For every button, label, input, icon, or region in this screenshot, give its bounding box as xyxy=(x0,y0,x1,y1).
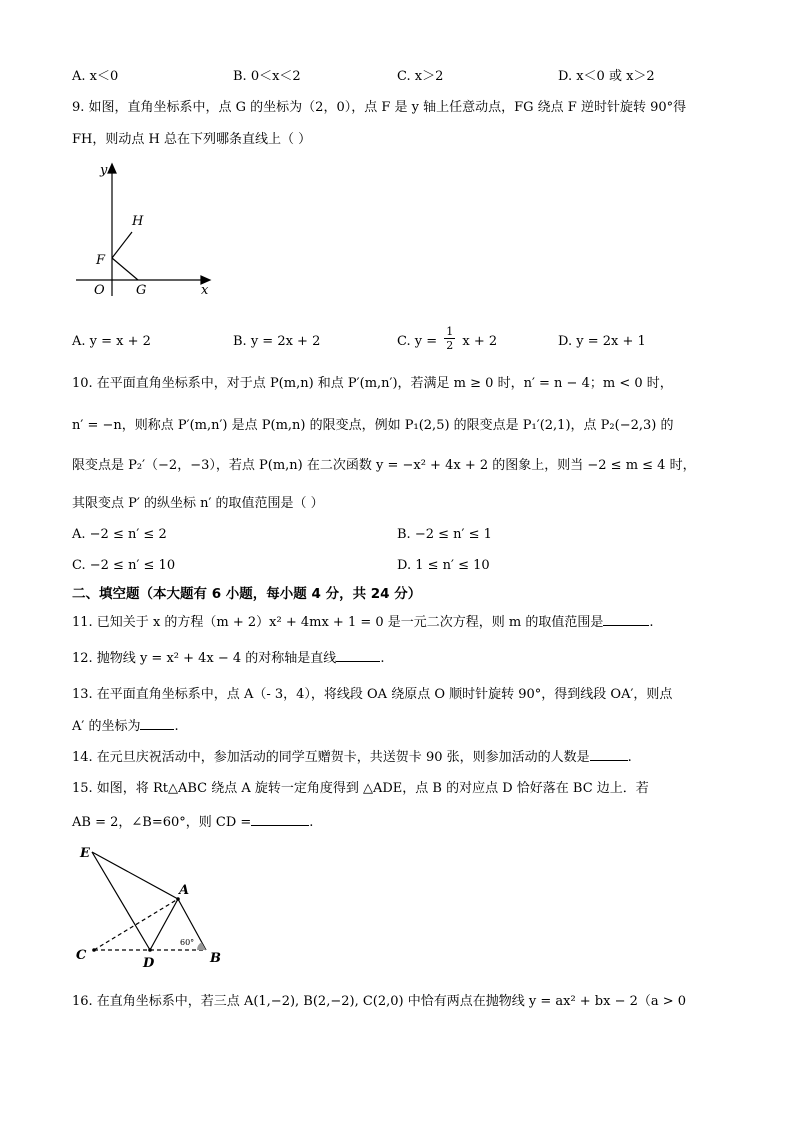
q15-label-a: A xyxy=(179,883,190,898)
q13-answer-blank xyxy=(140,717,174,730)
q9-option-c-suffix: x + 2 xyxy=(462,334,498,349)
q9-label-f: F xyxy=(96,253,106,268)
q13-line2 xyxy=(72,717,179,736)
q10-option-a: A. −2 ≤ n′ ≤ 2 xyxy=(72,527,167,542)
q10-stem-line3: 限变点是 P₂′（−2，−3），若点 P(m,n) 在二次函数 y = −x² + 4x + 2 的图象上，则当 −2 ≤ m ≤ 4 时， xyxy=(72,458,696,473)
q15-label-b: B xyxy=(210,951,221,966)
q9-stem-line1: 9. 如图，直角坐标系中，点 G 的坐标为（2，0），点 F 是 y 轴上任意动点，FG 绕点 F 逆时针旋转 90°得 xyxy=(72,100,687,115)
q15-end: . xyxy=(309,815,314,830)
q15-point-d xyxy=(148,948,152,952)
q8-option-a: A. x＜0 xyxy=(72,69,119,84)
q16-stem-line1: 16. 在直角坐标系中，若三点 A(1,−2), B(2,−2), C(2,0) 中恰有两点在抛物线 y = ax² + bx − 2（a > 0 xyxy=(72,994,687,1009)
q14-end: . xyxy=(627,750,632,765)
q8-option-c: C. x＞2 xyxy=(397,69,444,84)
q9-option-c-numerator: 1 xyxy=(446,325,454,338)
q15-label-c: C xyxy=(76,948,87,963)
q12-stem: 12. 抛物线 y = x² + 4x − 4 的对称轴是直线 xyxy=(72,651,337,666)
q9-option-a: A. y = x + 2 xyxy=(72,334,151,349)
q9-y-axis-arrow xyxy=(108,164,116,173)
q12 xyxy=(72,649,384,668)
q9-segment-fh xyxy=(112,232,132,258)
q15-segment-ed xyxy=(92,852,150,950)
q15-segment-ea xyxy=(92,852,178,899)
q15-label-e: E xyxy=(80,846,90,861)
q9-segment-fg xyxy=(112,258,138,280)
q9-option-d: D. y = 2x + 1 xyxy=(558,334,646,349)
q15-segment-ce-dashed xyxy=(94,899,178,950)
q9-stem-line2: FH，则动点 H 总在下列哪条直线上（ ） xyxy=(72,132,312,147)
q15-point-c xyxy=(92,948,96,952)
section-heading-fill-in: 二、填空题（本大题有 6 小题，每小题 4 分，共 24 分） xyxy=(72,586,422,602)
q15-figure xyxy=(72,838,232,973)
q13-stem-line2: A′ 的坐标为 xyxy=(72,719,141,734)
q9-option-b: B. y = 2x + 2 xyxy=(233,334,321,349)
q8-option-b: B. 0＜x＜2 xyxy=(233,69,301,84)
q15-label-d: D xyxy=(143,956,155,971)
q10-option-d: D. 1 ≤ n′ ≤ 10 xyxy=(397,558,490,573)
q15-angle-b-mark xyxy=(197,942,206,950)
q11-end: . xyxy=(649,615,654,630)
q9-option-c-fraction xyxy=(444,325,455,352)
q10-option-c: C. −2 ≤ n′ ≤ 10 xyxy=(72,558,176,573)
q14 xyxy=(72,748,632,767)
q15-stem-line1: 15. 如图，将 Rt△ABC 绕点 A 旋转一定角度得到 △ADE，点 B 的对应点 D 恰好落在 BC 边上．若 xyxy=(72,781,649,796)
q10-stem-line2: n′ = −n，则称点 P′(m,n′) 是点 P(m,n) 的限变点，例如 P₁(2,5) 的限变点是 P₁′(2,1)，点 P₂(−2,3) 的 xyxy=(72,418,674,433)
q15-line2 xyxy=(72,813,313,832)
q11-stem: 11. 已知关于 x 的方程（m + 2）x² + 4mx + 1 = 0 是一元二次方程，则 m 的取值范围是 xyxy=(72,615,604,630)
q15-answer-blank xyxy=(251,813,309,826)
q14-stem: 14. 在元旦庆祝活动中，参加活动的同学互赠贺卡，共送贺卡 90 张，则参加活动的人数是 xyxy=(72,750,590,765)
q9-option-c-prefix: C. y = xyxy=(397,334,438,349)
q11-answer-blank xyxy=(603,613,649,626)
q9-label-g: G xyxy=(136,283,147,298)
q9-label-x: x xyxy=(201,283,209,298)
q9-label-h: H xyxy=(132,214,144,229)
q13-end: . xyxy=(174,719,179,734)
q9-label-o: O xyxy=(94,283,105,298)
q12-answer-blank xyxy=(336,649,380,662)
q15-stem-line2: AB = 2，∠B=60°，则 CD = xyxy=(72,815,252,830)
q8-option-d: D. x＜0 或 x＞2 xyxy=(558,69,655,84)
q15-angle-label: 60° xyxy=(180,938,195,947)
q11 xyxy=(72,613,654,632)
q15-segment-ad xyxy=(150,899,178,950)
q10-stem-line4: 其限变点 P′ 的纵坐标 n′ 的取值范围是（ ） xyxy=(72,496,324,511)
q10-option-b: B. −2 ≤ n′ ≤ 1 xyxy=(397,527,492,542)
q12-end: . xyxy=(380,651,385,666)
q9-option-c-denominator: 2 xyxy=(446,339,454,352)
q13-stem-line1: 13. 在平面直角坐标系中，点 A（- 3，4），将线段 OA 绕原点 O 顺时针旋转 90°，得到线段 OA′，则点 xyxy=(72,687,673,702)
q9-label-y: y xyxy=(100,163,108,178)
q9-figure xyxy=(70,158,220,298)
q14-answer-blank xyxy=(590,748,628,761)
q9-option-c xyxy=(397,325,497,361)
q10-stem-line1: 10. 在平面直角坐标系中，对于点 P(m,n) 和点 P′(m,n′)，若满足 m ≥ 0 时，n′ = n − 4；m < 0 时， xyxy=(72,376,673,391)
